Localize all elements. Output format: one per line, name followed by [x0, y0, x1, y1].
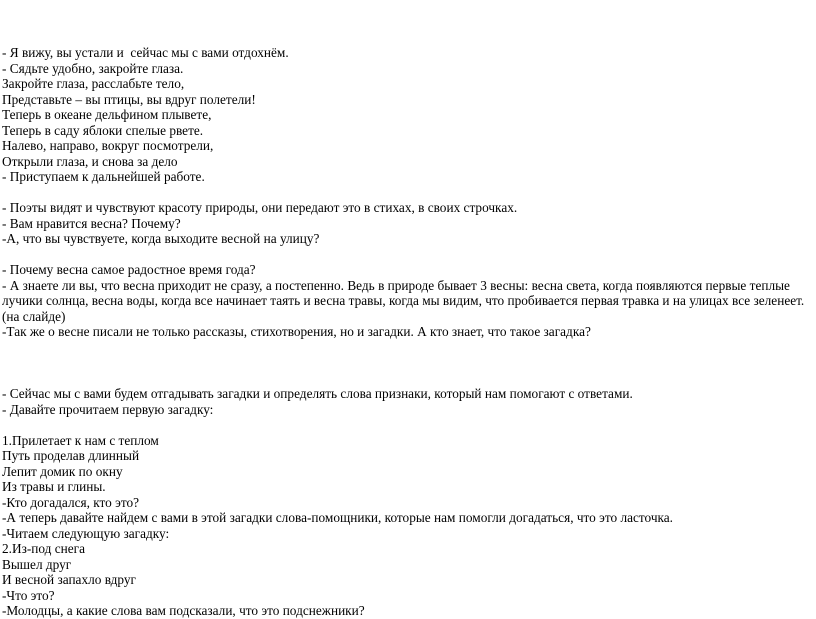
- text-line: Теперь в океане дельфином плывете,: [2, 107, 212, 122]
- blank-line: [0, 185, 816, 201]
- text-line: Закройте глаза, расслабьте тело,: [2, 76, 185, 91]
- text-line: Из травы и глины.: [2, 479, 106, 494]
- text-line: - Приступаем к дальнейшей работе.: [2, 169, 205, 184]
- text-line: -Так же о весне писали не только рассказы, стихотворения, но и загадки. А кто знает, что такое загадка?: [2, 324, 591, 339]
- text-line: -Кто догадался, кто это?: [2, 494, 140, 510]
- text-line: - Давайте прочитаем первую загадку:: [2, 401, 214, 417]
- text-line: - А знаете ли вы, что весна приходит не сразу, а постепенно. Ведь в природе бывает 3 весны: весна света, когда появляются первые теплые: [2, 277, 790, 293]
- text-line: -А, что вы чувствуете, когда выходите весной на улицу?: [2, 231, 320, 246]
- text-line: -Читаем следующую загадку:: [2, 525, 170, 541]
- blank-line: [0, 340, 816, 356]
- blank-line: [0, 417, 816, 433]
- text-line: - Сейчас мы с вами будем отгадывать загадки и определять слова признаки, который нам помогают с ответами.: [2, 386, 633, 401]
- text-line: И весной запахло вдруг: [2, 572, 137, 587]
- text-line: Путь проделав длинный: [2, 448, 140, 463]
- blank-line: [0, 247, 816, 263]
- text-line: (на слайде): [2, 308, 66, 324]
- text-line: 1.Прилетает к нам с теплом: [2, 432, 159, 448]
- text-line: Налево, направо, вокруг посмотрели,: [2, 138, 214, 153]
- text-line: -А теперь давайте найдем с вами в этой загадки слова-помощники, которые нам помогли догадаться, что это ласточка.: [2, 510, 673, 525]
- text-line: - Сядьте удобно, закройте глаза.: [2, 60, 184, 76]
- text-line: Теперь в саду яблоки спелые рвете.: [2, 122, 204, 138]
- text-line: 2.Из-под снега: [2, 541, 86, 556]
- text-line: -Молодцы, а какие слова вам подсказали, что это подснежники?: [2, 603, 365, 618]
- text-line: - Почему весна самое радостное время года?: [2, 262, 256, 277]
- text-line: Представьте – вы птицы, вы вдруг полетели!: [2, 91, 256, 107]
- text-line: - Вам нравится весна? Почему?: [2, 215, 181, 231]
- text-line: - Я вижу, вы устали и сейчас мы с вами отдохнём.: [2, 45, 289, 60]
- text-line: Вышел друг: [2, 556, 72, 572]
- text-line: -Что это?: [2, 587, 55, 603]
- text-line: - Поэты видят и чувствуют красоту природы, они передают это в стихах, в своих строчках.: [2, 200, 518, 215]
- blank-line: [0, 355, 816, 371]
- text-line: Лепит домик по окну: [2, 463, 123, 479]
- text-line: лучики солнца, весна воды, когда все начинает таять и весна травы, когда мы видим, что пробивается первая травка и на улицах все зеленеет.: [2, 293, 805, 308]
- document-page: [0, 45, 816, 619]
- blank-line: [0, 371, 816, 387]
- text-line: Открыли глаза, и снова за дело: [2, 153, 178, 169]
